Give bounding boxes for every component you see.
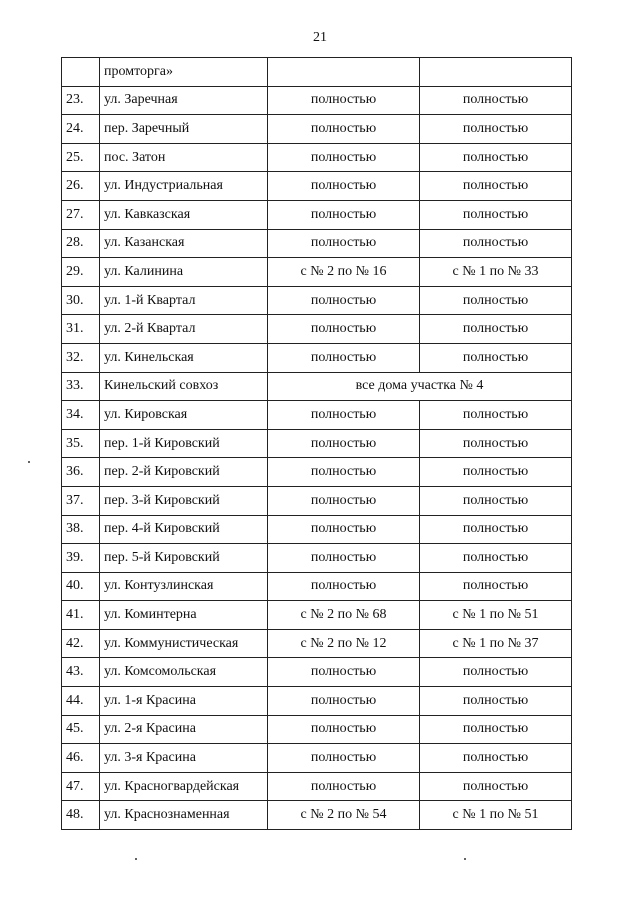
street-name: пос. Затон [100,143,268,172]
scan-speck [135,858,137,860]
page-number: 21 [313,30,327,45]
street-name: ул. Кавказская [100,200,268,229]
odd-houses: полностью [420,458,572,487]
street-name: ул. 3-я Красина [100,744,268,773]
odd-houses: полностью [420,172,572,201]
even-houses: полностью [268,744,420,773]
table-row [62,372,572,401]
odd-houses: полностью [420,744,572,773]
even-houses: полностью [268,772,420,801]
even-houses: полностью [268,200,420,229]
table-row [62,772,572,801]
odd-houses: полностью [420,343,572,372]
street-name: Кинельский совхоз [100,372,268,401]
row-number: 26. [62,172,100,201]
row-number: 42. [62,629,100,658]
odd-houses: полностью [420,143,572,172]
odd-houses: полностью [420,544,572,573]
street-name: пер. 5-й Кировский [100,544,268,573]
odd-houses: полностью [420,315,572,344]
street-name: промторга» [100,58,268,87]
odd-houses: с № 1 по № 51 [420,801,572,830]
street-name: пер. 4-й Кировский [100,515,268,544]
odd-houses: с № 1 по № 33 [420,258,572,287]
even-houses: с № 2 по № 68 [268,601,420,630]
street-name: ул. Индустриальная [100,172,268,201]
table-row [62,458,572,487]
even-houses: полностью [268,86,420,115]
even-houses: полностью [268,486,420,515]
odd-houses: полностью [420,687,572,716]
even-houses: полностью [268,115,420,144]
houses-all: все дома участка № 4 [268,372,572,401]
street-name: ул. Калинина [100,258,268,287]
table-row [62,200,572,229]
scan-speck [464,858,466,860]
row-number [62,58,100,87]
street-name: пер. 3-й Кировский [100,486,268,515]
row-number: 36. [62,458,100,487]
odd-houses: полностью [420,229,572,258]
table-row [62,429,572,458]
table-row [62,286,572,315]
even-houses: полностью [268,229,420,258]
row-number: 35. [62,429,100,458]
even-houses: полностью [268,658,420,687]
table-row [62,544,572,573]
row-number: 25. [62,143,100,172]
row-number: 46. [62,744,100,773]
row-number: 43. [62,658,100,687]
row-number: 27. [62,200,100,229]
even-houses: полностью [268,401,420,430]
table-row [62,258,572,287]
odd-houses: полностью [420,658,572,687]
even-houses: полностью [268,515,420,544]
table-row [62,715,572,744]
row-number: 34. [62,401,100,430]
odd-houses: полностью [420,86,572,115]
table-row [62,658,572,687]
row-number: 28. [62,229,100,258]
table-row [62,58,572,87]
even-houses: полностью [268,544,420,573]
street-name: ул. Комсомольская [100,658,268,687]
odd-houses: полностью [420,115,572,144]
table-row [62,86,572,115]
even-houses: полностью [268,715,420,744]
even-houses: полностью [268,143,420,172]
even-houses: полностью [268,572,420,601]
odd-houses: полностью [420,486,572,515]
odd-houses: полностью [420,286,572,315]
row-number: 31. [62,315,100,344]
address-table-body [62,58,572,830]
row-number: 41. [62,601,100,630]
odd-houses: полностью [420,715,572,744]
table-row [62,801,572,830]
street-name: ул. 1-я Красина [100,687,268,716]
odd-houses: полностью [420,515,572,544]
table-row [62,343,572,372]
row-number: 24. [62,115,100,144]
street-name: ул. 1-й Квартал [100,286,268,315]
row-number: 37. [62,486,100,515]
even-houses: с № 2 по № 54 [268,801,420,830]
odd-houses: с № 1 по № 37 [420,629,572,658]
row-number: 48. [62,801,100,830]
row-number: 33. [62,372,100,401]
street-name: ул. Контузлинская [100,572,268,601]
table-row [62,687,572,716]
even-houses: полностью [268,286,420,315]
even-houses: с № 2 по № 16 [268,258,420,287]
street-name: ул. Кинельская [100,343,268,372]
odd-houses [420,58,572,87]
even-houses: полностью [268,687,420,716]
table-row [62,744,572,773]
even-houses: полностью [268,315,420,344]
street-name: ул. Коминтерна [100,601,268,630]
even-houses: полностью [268,429,420,458]
odd-houses: полностью [420,429,572,458]
table-row [62,172,572,201]
table-row [62,315,572,344]
table-row [62,601,572,630]
street-name: ул. Казанская [100,229,268,258]
row-number: 29. [62,258,100,287]
scan-speck [28,461,30,463]
table-row [62,143,572,172]
street-name: пер. 1-й Кировский [100,429,268,458]
street-name: ул. Заречная [100,86,268,115]
even-houses [268,58,420,87]
even-houses: полностью [268,172,420,201]
odd-houses: полностью [420,200,572,229]
row-number: 38. [62,515,100,544]
table-row [62,229,572,258]
even-houses: полностью [268,458,420,487]
address-table [61,57,572,830]
table-row [62,629,572,658]
even-houses: полностью [268,343,420,372]
table-row [62,572,572,601]
row-number: 39. [62,544,100,573]
row-number: 23. [62,86,100,115]
table-row [62,515,572,544]
odd-houses: полностью [420,772,572,801]
street-name: ул. Кировская [100,401,268,430]
odd-houses: полностью [420,572,572,601]
table-row [62,115,572,144]
odd-houses: полностью [420,401,572,430]
row-number: 30. [62,286,100,315]
table-row [62,486,572,515]
street-name: пер. Заречный [100,115,268,144]
street-name: ул. Краснознаменная [100,801,268,830]
table-row [62,401,572,430]
row-number: 40. [62,572,100,601]
row-number: 32. [62,343,100,372]
row-number: 44. [62,687,100,716]
odd-houses: с № 1 по № 51 [420,601,572,630]
row-number: 47. [62,772,100,801]
street-name: пер. 2-й Кировский [100,458,268,487]
street-name: ул. 2-я Красина [100,715,268,744]
even-houses: с № 2 по № 12 [268,629,420,658]
street-name: ул. 2-й Квартал [100,315,268,344]
row-number: 45. [62,715,100,744]
street-name: ул. Красногвардейская [100,772,268,801]
street-name: ул. Коммунистическая [100,629,268,658]
